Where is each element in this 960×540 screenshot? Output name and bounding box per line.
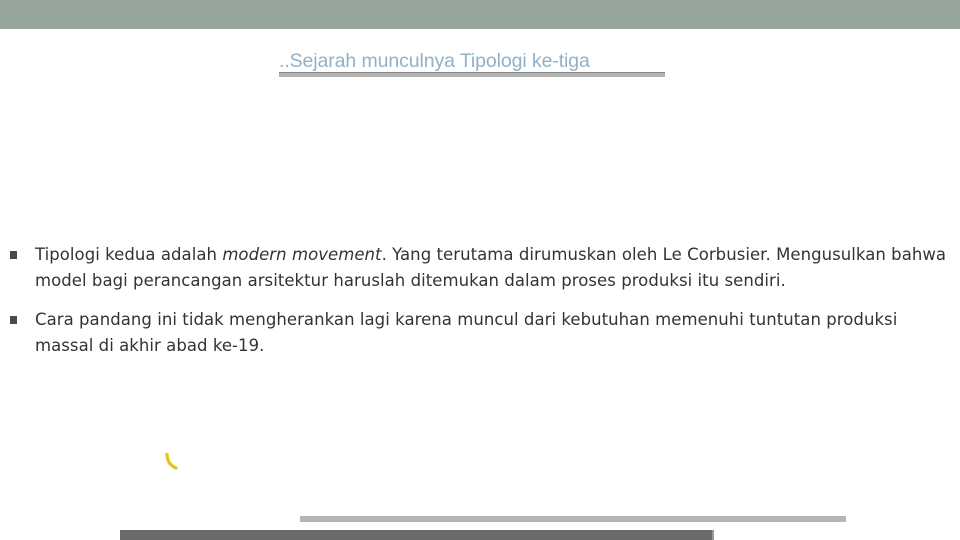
top-band (0, 0, 960, 29)
square-bullet-icon (10, 251, 17, 259)
bullet-item (10, 307, 955, 359)
decorative-bar-bottom (120, 530, 714, 540)
title-underline (279, 72, 665, 77)
bullet-emphasis: modern movement (222, 245, 382, 264)
bullet-item (10, 242, 955, 294)
square-bullet-icon (10, 316, 17, 324)
slide-title: ..Sejarah munculnya Tipologi ke-tiga (279, 50, 590, 72)
yellow-flourish-icon (164, 453, 180, 471)
bullet-text-continued: . Yang terutama dirumuskan oleh Le Corbusier. Mengusulkan bahwa model bagi perancangan arsitektur haruslah ditemukan dalam proses produksi itu sendiri. (35, 245, 947, 290)
bullet-text: Cara pandang ini tidak mengherankan lagi karena muncul dari kebutuhan memenuhi tuntutan produksi massal di akhir abad ke-19. (35, 310, 898, 355)
bullet-text: Tipologi kedua adalah (35, 245, 223, 264)
decorative-bar-bottom-end (712, 530, 714, 540)
bullet-list (10, 242, 955, 372)
decorative-bar-middle (300, 516, 846, 522)
